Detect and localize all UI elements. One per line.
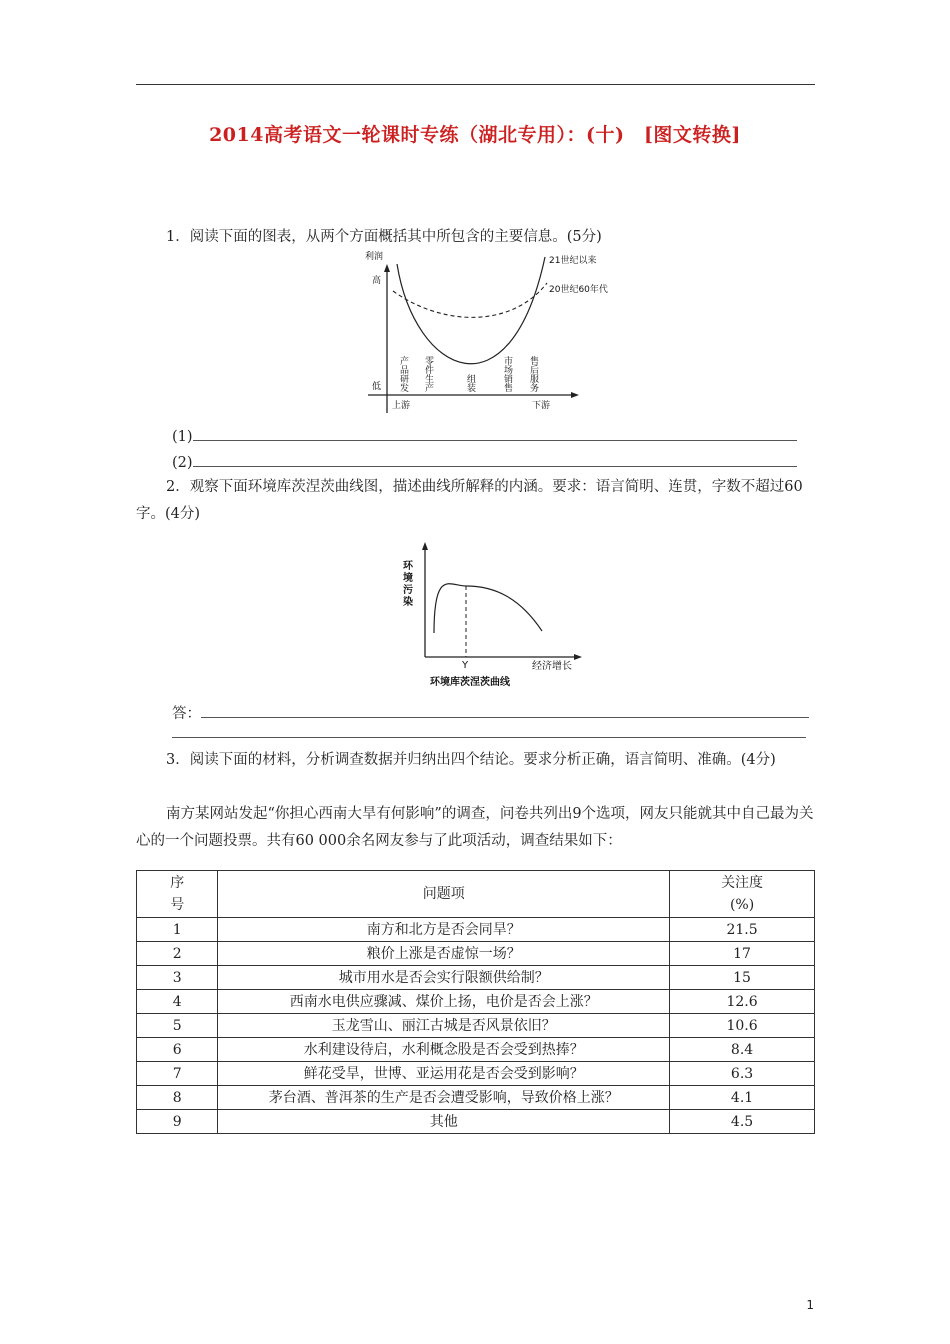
row-question: 其他 [218,1110,670,1134]
header-attention: 关注度(%) [670,871,815,918]
row-attention: 4.1 [670,1086,815,1110]
q1-x-end: 下游 [532,401,551,411]
row-no: 3 [137,966,218,990]
row-no: 7 [137,1062,218,1086]
q1-answer-1-line [193,426,797,441]
q1-y-label: 利润 [365,252,384,262]
q2-kuznets-chart [390,538,610,690]
q2-curve [434,584,542,633]
row-no: 1 [137,918,218,942]
q2-y-label [401,559,413,608]
q1-x-arrow [571,392,579,398]
row-attention: 15 [670,966,815,990]
q1-answer-2-label: (2) [172,455,193,471]
table-row [137,1038,815,1062]
q1-prompt: 1．阅读下面的图表，从两个方面概括其中所包含的主要信息。(5分) [166,229,602,245]
q2-peak-label: Y [462,660,469,671]
q1-stage-label: 售后服务 [528,356,538,392]
row-question: 鲜花受旱，世博、亚运用花是否会受到影响？ [218,1062,670,1086]
row-no: 9 [137,1110,218,1134]
q3-prompt: 3．阅读下面的材料，分析调查数据并归纳出四个结论。要求分析正确，语言简明、准确。(4分) [166,752,776,768]
row-attention: 6.3 [670,1062,815,1086]
q1-stage-label: 产品研发 [398,356,408,392]
q1-stage-label: 组装 [465,374,475,392]
row-question: 南方和北方是否会同旱？ [218,918,670,942]
q2-answer-line-1 [201,703,809,718]
q1-x-start: 上游 [392,401,411,411]
row-attention: 10.6 [670,1014,815,1038]
q2-x-arrow [574,654,582,660]
q1-curve-1960s [393,283,547,317]
row-question: 玉龙雪山、丽江古城是否风景依旧？ [218,1014,670,1038]
q2-y-arrow [422,542,428,550]
q2-x-label: 经济增长 [532,661,572,672]
table-row [137,990,815,1014]
q1-curve-21st [397,257,545,364]
q2-answer-line-2 [172,723,806,738]
q1-legend-1960s: 20世纪60年代 [549,285,608,295]
q1-answer-1[interactable] [172,426,797,445]
row-question: 西南水电供应骤减、煤价上扬，电价是否会上涨？ [218,990,670,1014]
table-row [137,918,815,942]
q2-caption: 环境库茨涅茨曲线 [430,677,510,688]
q1-stage-labels [398,355,539,393]
page-title: 2014高考语文一轮课时专练（湖北专用）：(十) [图文转换] [209,124,741,146]
row-question: 城市用水是否会实行限额供给制？ [218,966,670,990]
table-row [137,1062,815,1086]
q1-stage-label: 零件生产 [423,356,433,392]
header-rule [136,84,815,85]
row-attention: 12.6 [670,990,815,1014]
row-question: 粮价上涨是否虚惊一场？ [218,942,670,966]
q1-smile-curve-chart [360,250,608,415]
q1-y-high: 高 [372,276,382,286]
q2-prompt: 2．观察下面环境库茨涅茨曲线图，描述曲线所解释的内涵。要求：语言简明、连贯，字数不超过60字。(4分) [136,479,803,522]
row-no: 4 [137,990,218,1014]
table-row [137,1014,815,1038]
row-attention: 8.4 [670,1038,815,1062]
q1-y-low: 低 [372,382,382,392]
row-no: 8 [137,1086,218,1110]
table-row [137,966,815,990]
table-header-row [137,871,815,918]
q1-answer-2-line [193,452,797,467]
q2-y-axis-label: 环境污染 [400,560,412,608]
page-number: 1 [806,1298,814,1312]
table-row [137,1110,815,1134]
row-no: 5 [137,1014,218,1038]
q1-y-arrow [384,264,390,272]
q1-legend-21st: 21世纪以来 [549,256,597,266]
row-no: 6 [137,1038,218,1062]
row-question: 茅台酒、普洱茶的生产是否会遭受影响，导致价格上涨？ [218,1086,670,1110]
q1-stage-label: 市场销售 [502,356,512,392]
table-row [137,942,815,966]
survey-table [136,870,815,1134]
header-question: 问题项 [218,871,670,918]
q2-answer-label: 答： [172,706,201,722]
row-no: 2 [137,942,218,966]
q2-answer[interactable] [172,702,809,723]
row-attention: 17 [670,942,815,966]
row-question: 水利建设待启，水利概念股是否会受到热捧？ [218,1038,670,1062]
q1-answer-1-label: (1) [172,429,193,445]
row-attention: 4.5 [670,1110,815,1134]
q1-answer-2[interactable] [172,452,797,471]
q3-material: 南方某网站发起“你担心西南大旱有何影响”的调查，问卷共列出9个选项，网友只能就其中自己最为关心的一个问题投票。共有60 000余名网友参与了此项活动，调查结果如下： [136,806,814,849]
row-attention: 21.5 [670,918,815,942]
table-row [137,1086,815,1110]
header-no: 序号 [137,871,218,918]
